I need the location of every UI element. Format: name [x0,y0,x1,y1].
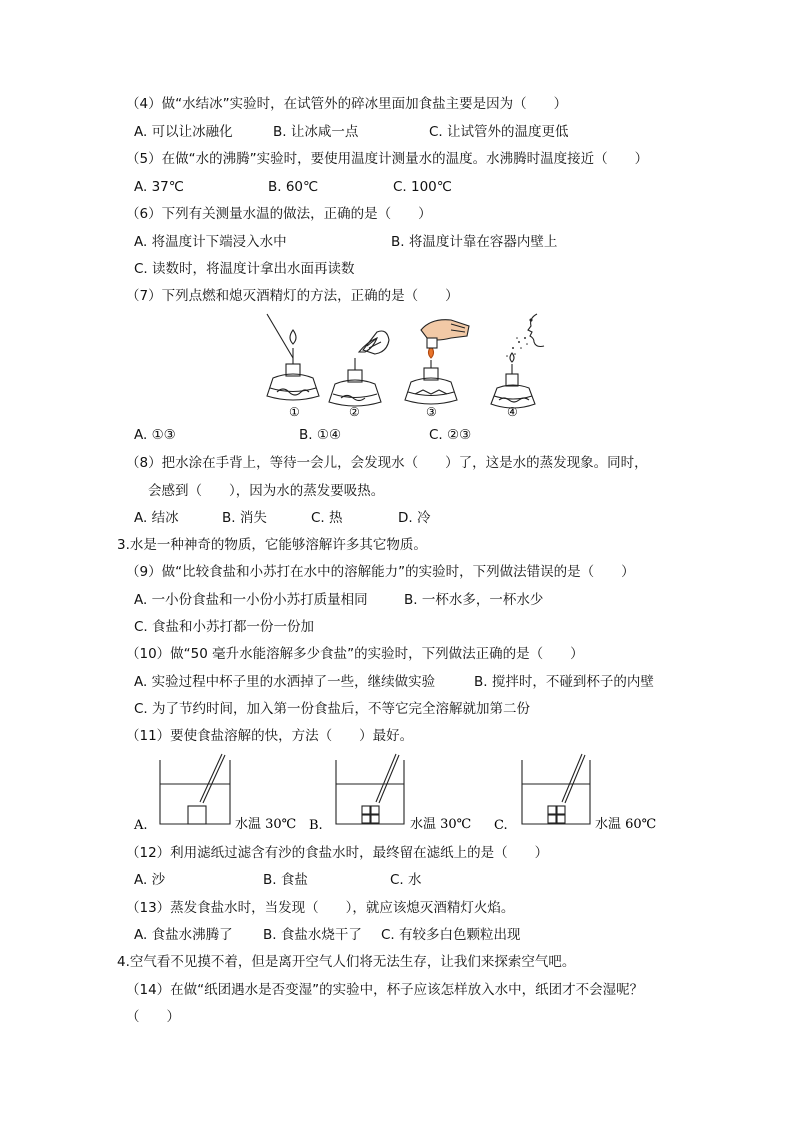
q5-stem: （5）在做“水的沸腾”实验时，要使用温度计测量水的温度。水沸腾时温度接近（ ） [126,151,649,167]
lamp-1-lit-with-match-icon [267,314,319,400]
q8-option-c: C. 热 [311,510,343,526]
q8-option-b: B. 消失 [222,510,267,526]
q8-option-d: D. 冷 [398,510,431,526]
beaker-b-icon [336,754,404,824]
q11-temp-b: 水温 30℃ [410,817,472,832]
q4-option-b: B. 让冰咸一点 [273,124,359,140]
q4-option-c: C. 让试管外的温度更低 [429,124,569,140]
fig-label-3: ③ [426,405,437,419]
q6-option-c: C. 读数时，将温度计拿出水面再读数 [134,261,355,277]
q10-option-c: C. 为了节约时间，加入第一份食盐后，不等它完全溶解就加第二份 [134,701,531,717]
lamp-2-blown-out-icon [329,331,389,406]
q8-stem-line-1: （8）把水涂在手背上，等待一会儿，会发现水（ ）了，这是水的蒸发现象。同时， [126,455,648,471]
q14-answer-blank: （ ） [126,1009,180,1025]
fig-label-4: ④ [507,405,518,419]
q12-option-b: B. 食盐 [263,872,308,888]
q10-stem: （10）做“50 毫升水能溶解多少食盐”的实验时，下列做法正确的是（ ） [126,646,584,662]
lamp-4-breath-icon [491,314,544,408]
q7-option-b: B. ①④ [299,427,342,443]
beaker-a-icon [160,754,230,824]
q13-option-a: A. 食盐水沸腾了 [134,927,233,943]
q8-option-a: A. 结冰 [134,510,179,526]
fig-label-2: ② [349,405,360,419]
q6-option-a: A. 将温度计下端浸入水中 [134,234,287,250]
alcohol-lamp-figure [255,308,555,420]
q12-option-a: A. 沙 [134,872,166,888]
lamp-3-hand-lighting-icon [405,320,469,404]
q11-option-c: C. [494,818,508,833]
q10-option-a: A. 实验过程中杯子里的水洒掉了一些，继续做实验 [134,674,436,690]
section-4-heading: 4.空气看不见摸不着，但是离开空气人们将无法生存，让我们来探索空气吧。 [117,954,576,970]
fig-label-1: ① [289,405,300,419]
q14-stem: （14）在做“纸团遇水是否变湿”的实验中，杯子应该怎样放入水中，纸团才不会湿呢？ [126,982,644,998]
q9-option-a: A. 一小份食盐和一小份小苏打质量相同 [134,592,368,608]
q13-stem: （13）蒸发食盐水时，当发现（ ），就应该熄灭酒精灯火焰。 [126,900,515,916]
q7-option-a: A. ①③ [134,427,176,443]
q11-option-b: B. [309,818,323,833]
q6-option-b: B. 将温度计靠在容器内壁上 [391,234,558,250]
q9-option-c: C. 食盐和小苏打都一份一份加 [134,619,315,635]
q13-option-c: C. 有较多白色颗粒出现 [381,927,521,943]
beaker-figure [130,750,670,840]
q6-stem: （6）下列有关测量水温的做法，正确的是（ ） [126,206,432,222]
q9-option-b: B. 一杯水多，一杯水少 [404,592,544,608]
q5-option-c: C. 100℃ [393,179,452,195]
section-3-heading: 3.水是一种神奇的物质，它能够溶解许多其它物质。 [117,537,427,553]
q4-option-a: A. 可以让冰融化 [134,124,233,140]
q5-option-a: A. 37℃ [134,179,184,195]
q11-temp-a: 水温 30℃ [235,817,297,832]
q13-option-b: B. 食盐水烧干了 [263,927,362,943]
q10-option-b: B. 搅拌时，不碰到杯子的内壁 [474,674,654,690]
q4-stem: （4）做“水结冰”实验时，在试管外的碎冰里面加食盐主要是因为（ ） [126,96,568,112]
q12-stem: （12）利用滤纸过滤含有沙的食盐水时，最终留在滤纸上的是（ ） [126,845,549,861]
q7-option-c: C. ②③ [429,427,472,443]
q12-option-c: C. 水 [390,872,422,888]
q5-option-b: B. 60℃ [268,179,319,195]
q11-temp-c: 水温 60℃ [595,817,657,832]
beaker-c-icon [522,754,590,824]
q7-stem: （7）下列点燃和熄灭酒精灯的方法，正确的是（ ） [126,288,459,304]
q8-stem-line-2: 会感到（ ），因为水的蒸发要吸热。 [148,483,385,499]
q9-stem: （9）做“比较食盐和小苏打在水中的溶解能力”的实验时，下列做法错误的是（ ） [126,564,635,580]
q11-option-a: A. [134,818,148,833]
q11-stem: （11）要使食盐溶解的快，方法（ ）最好。 [126,728,414,744]
